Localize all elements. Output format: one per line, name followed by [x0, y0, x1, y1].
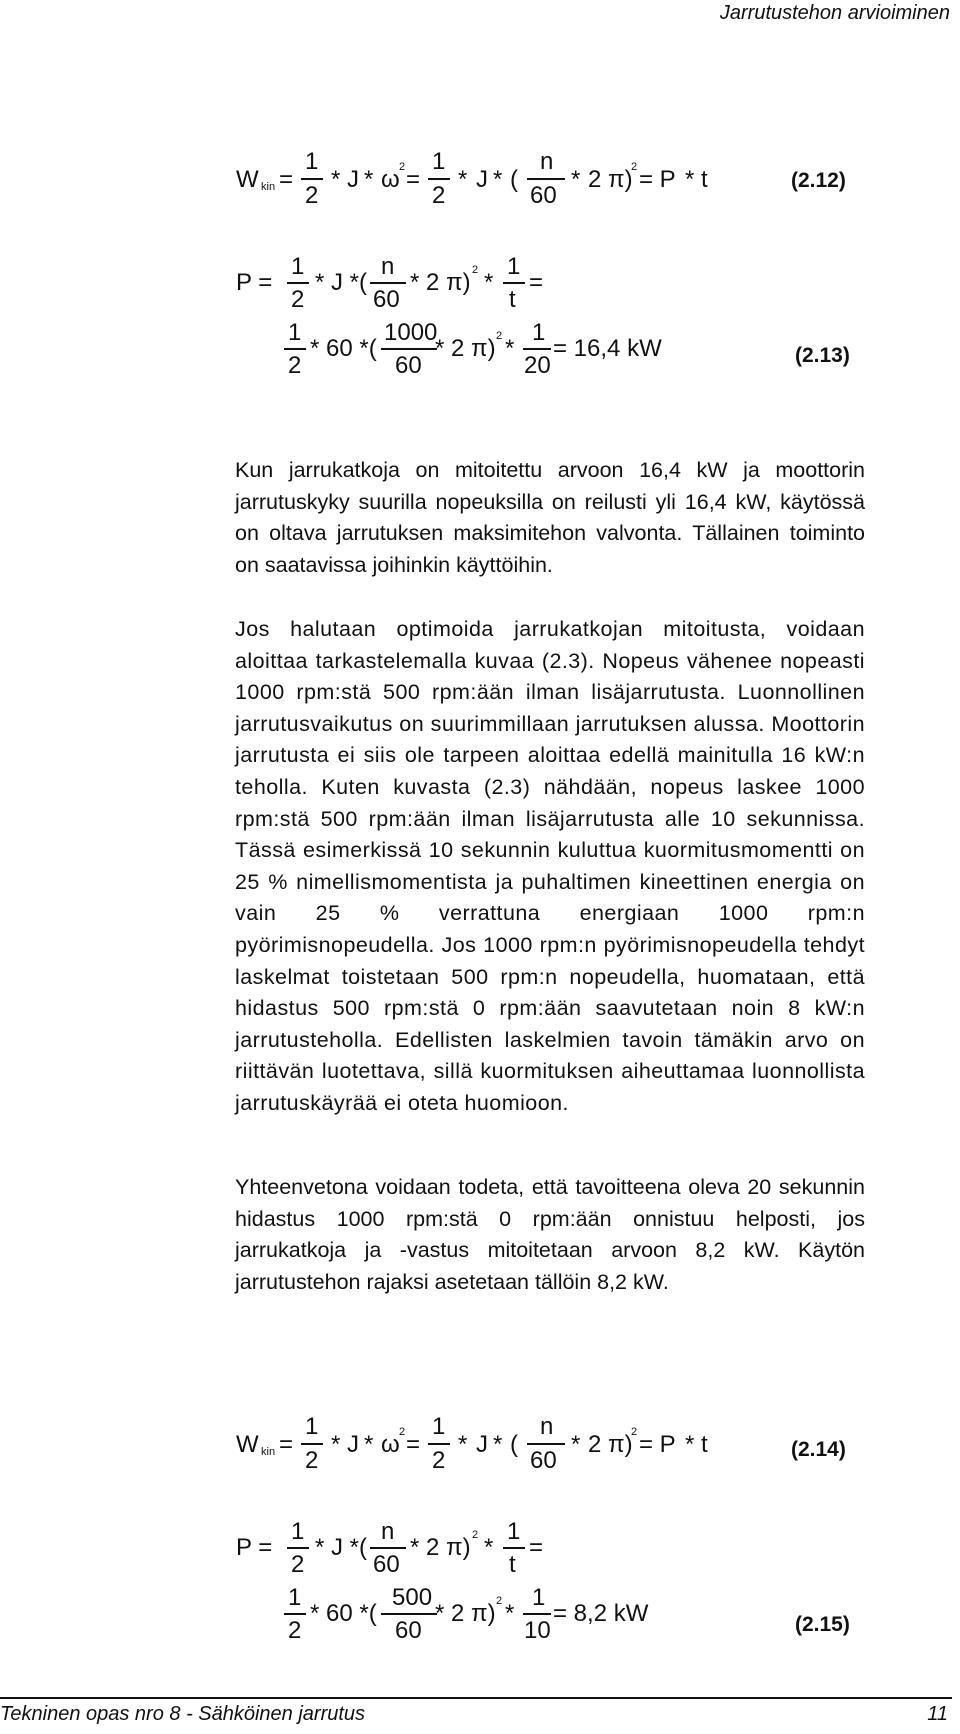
fraction-numerator: n [381, 253, 395, 280]
eq-term: * 2 π) [410, 1534, 471, 1561]
fraction-bar [287, 1547, 309, 1549]
fraction-bar [301, 178, 323, 180]
equation-2-14 [0, 1415, 960, 1475]
fraction-bar [301, 1443, 323, 1445]
fraction-denominator: 60 [395, 352, 422, 379]
eq-operator: * [458, 1431, 468, 1458]
fraction-bar [428, 1443, 450, 1445]
fraction-denominator: 60 [395, 1617, 422, 1644]
fraction-denominator: 2 [288, 352, 302, 379]
eq-operator: * [364, 166, 374, 193]
equation-number: (2.14) [791, 1438, 846, 1461]
eq-equals: = [279, 166, 294, 193]
paragraph-text: Jos halutaan optimoida jarrukatkojan mitoitusta, voidaan aloittaa tarkastelemalla kuvaa (2.3). Nopeus vähenee nopeasti 1000 rpm:stä 500 rpm:ään ilman lisäjarrutusta. Luonnollinen jarrutusvaikutus on suurimmillaan jarrutuksen alussa. Moottorin jarrutusta ei siis ole tarpeen aloittaa edellä mainitulla 16 kW:n teholla. Kuten kuvasta (2.3) nähdään, nopeus laskee 1000 rpm:stä 500 rpm:ään ilman lisäjarrutusta alle 10 sekunnissa. Tässä esimerkissä 10 sekunnin kuluttua kuormitusmomentti on 25 % nimellismomentista ja puhaltimen kineettinen energia on vain 25 % verrattuna energiaan 1000 rpm:n pyörimisnopeudella. Jos 1000 rpm:n pyörimisnopeudella tehdyt laskelmat toistetaan 500 rpm:n nopeudella, huomataan, että hidastus 500 rpm:stä 0 rpm:ään saavutetaan noin 8 kW:n jarrutusteholla. Edellisten laskelmien tavoin tämäkin arvo on riittävän luotettava, sillä kuormituksen aiheuttamaa luonnollista jarrutuskäyrää ei oteta huomioon. [235, 617, 865, 1115]
fraction-numerator: n [381, 1518, 395, 1545]
eq-operator: * [571, 166, 581, 193]
eq-term: = P [639, 166, 676, 193]
equation-number: (2.15) [795, 1613, 850, 1636]
fraction-denominator: 2 [288, 1617, 302, 1644]
equation-number: (2.13) [795, 344, 850, 367]
equation-number: (2.12) [791, 169, 846, 192]
fraction-bar [381, 1613, 437, 1615]
paragraph-text: Kun jarrukatkoja on mitoitettu arvoon 16,4 kW ja moottorin jarrutuskyky suurilla nopeuksilla on reilusti yli 16,4 kW, käytössä on oltava jarrutuksen maksimitehon valvonta. Tällainen toiminto on saatavissa joihinkin käyttöihin. [235, 458, 865, 577]
fraction-bar [284, 1613, 306, 1615]
fraction-denominator: 2 [305, 182, 319, 209]
eq-operator: * [493, 166, 503, 193]
fraction-numerator: 1 [507, 253, 521, 280]
eq-superscript: 2 [399, 1426, 406, 1438]
fraction-denominator: t [509, 286, 516, 313]
fraction-denominator: 2 [291, 286, 305, 313]
eq-term: * 2 π) [435, 335, 496, 362]
eq-operator: * [484, 269, 494, 296]
paragraph [235, 455, 865, 581]
fraction-denominator: 60 [373, 1551, 400, 1578]
paragraph [235, 614, 865, 1120]
footer-divider [0, 1697, 952, 1699]
fraction-numerator: 1000 [384, 319, 438, 346]
fraction-denominator: 20 [524, 352, 551, 379]
eq-equals: = [279, 1431, 294, 1458]
page-header: Jarrutustehon arvioiminen [719, 2, 950, 24]
eq-superscript: 2 [631, 1426, 638, 1438]
eq-paren: ( [510, 1431, 518, 1458]
eq-equals: = [406, 166, 421, 193]
fraction-bar [284, 348, 306, 350]
fraction-bar [527, 178, 565, 180]
fraction-numerator: 1 [288, 319, 302, 346]
eq-operator: * [458, 166, 468, 193]
fraction-bar [527, 1443, 565, 1445]
eq-operator: * [331, 166, 341, 193]
fraction-bar [370, 1547, 406, 1549]
equation-2-13 [0, 255, 960, 385]
eq-term: 2 π) [588, 1431, 633, 1458]
fraction-bar [287, 282, 309, 284]
paragraph [235, 1172, 865, 1298]
eq-symbol: J [476, 166, 488, 193]
fraction-numerator: 1 [305, 148, 319, 175]
fraction-bar [523, 348, 551, 350]
eq-symbol: ω [381, 166, 400, 193]
eq-symbol: t [701, 1431, 708, 1458]
fraction-denominator: 2 [432, 182, 446, 209]
eq-operator: * [571, 1431, 581, 1458]
fraction-numerator: 1 [532, 319, 546, 346]
fraction-bar [428, 178, 450, 180]
eq-symbol: J [347, 166, 359, 193]
fraction-denominator: 60 [530, 1447, 557, 1474]
eq-paren: ( [510, 166, 518, 193]
eq-equals: = [529, 1534, 544, 1561]
eq-superscript: 2 [472, 1529, 479, 1541]
eq-superscript: 2 [399, 161, 406, 173]
eq-term: 2 π) [588, 166, 633, 193]
eq-superscript: 2 [631, 161, 638, 173]
eq-superscript: 2 [472, 264, 479, 276]
eq-result: = 16,4 kW [553, 335, 662, 362]
fraction-numerator: 1 [305, 1413, 319, 1440]
eq-operator: * [505, 1600, 515, 1627]
eq-term: * 2 π) [435, 1600, 496, 1627]
footer-title: Tekninen opas nro 8 - Sähköinen jarrutus [0, 1703, 366, 1725]
eq-term: * 2 π) [410, 269, 471, 296]
eq-term: * 60 *( [310, 1600, 377, 1627]
fraction-denominator: 2 [305, 1447, 319, 1474]
eq-term: * 60 *( [310, 335, 377, 362]
fraction-numerator: 1 [432, 148, 446, 175]
fraction-bar [381, 348, 437, 350]
eq-equals: = [529, 269, 544, 296]
eq-operator: * [493, 1431, 503, 1458]
eq-term: = P [639, 1431, 676, 1458]
eq-operator: * [685, 1431, 695, 1458]
fraction-numerator: 1 [532, 1584, 546, 1611]
page-number: 11 [927, 1703, 948, 1725]
fraction-numerator: 1 [288, 1584, 302, 1611]
eq-symbol: J [476, 1431, 488, 1458]
eq-symbol: J [347, 1431, 359, 1458]
fraction-denominator: 2 [432, 1447, 446, 1474]
eq-term: P = [236, 269, 273, 296]
eq-symbol: t [701, 166, 708, 193]
eq-superscript: 2 [496, 330, 503, 342]
eq-term: * J *( [315, 1534, 368, 1561]
eq-term: * J *( [315, 269, 368, 296]
eq-operator: * [484, 1534, 494, 1561]
fraction-denominator: 10 [524, 1617, 551, 1644]
fraction-numerator: 1 [291, 1518, 305, 1545]
eq-symbol: W [236, 1431, 259, 1458]
eq-operator: * [505, 335, 515, 362]
fraction-bar [503, 1547, 525, 1549]
eq-term: P = [236, 1534, 273, 1561]
eq-equals: = [406, 1431, 421, 1458]
eq-result: = 8,2 kW [553, 1600, 649, 1627]
eq-superscript: 2 [496, 1595, 503, 1607]
fraction-numerator: n [540, 148, 554, 175]
eq-operator: * [331, 1431, 341, 1458]
equation-2-15 [0, 1520, 960, 1650]
fraction-bar [523, 1613, 551, 1615]
fraction-bar [503, 282, 525, 284]
fraction-denominator: t [509, 1551, 516, 1578]
fraction-numerator: 1 [432, 1413, 446, 1440]
fraction-denominator: 2 [291, 1551, 305, 1578]
eq-operator: * [364, 1431, 374, 1458]
fraction-numerator: n [540, 1413, 554, 1440]
fraction-numerator: 1 [507, 1518, 521, 1545]
eq-operator: * [685, 166, 695, 193]
eq-subscript: kin [261, 1446, 276, 1458]
eq-symbol: ω [381, 1431, 400, 1458]
fraction-denominator: 60 [373, 286, 400, 313]
fraction-bar [370, 282, 406, 284]
fraction-numerator: 500 [392, 1584, 433, 1611]
equation-2-12 [0, 150, 960, 210]
fraction-denominator: 60 [530, 182, 557, 209]
fraction-numerator: 1 [291, 253, 305, 280]
eq-subscript: kin [261, 181, 276, 193]
eq-symbol: W [236, 166, 259, 193]
paragraph-text: Yhteenvetona voidaan todeta, että tavoitteena oleva 20 sekunnin hidastus 1000 rpm:stä 0 rpm:ään onnistuu helposti, jos jarrukatkoja ja -vastus mitoitetaan arvoon 8,2 kW. Käytön jarrutustehon rajaksi asetetaan tällöin 8,2 kW. [235, 1175, 865, 1294]
